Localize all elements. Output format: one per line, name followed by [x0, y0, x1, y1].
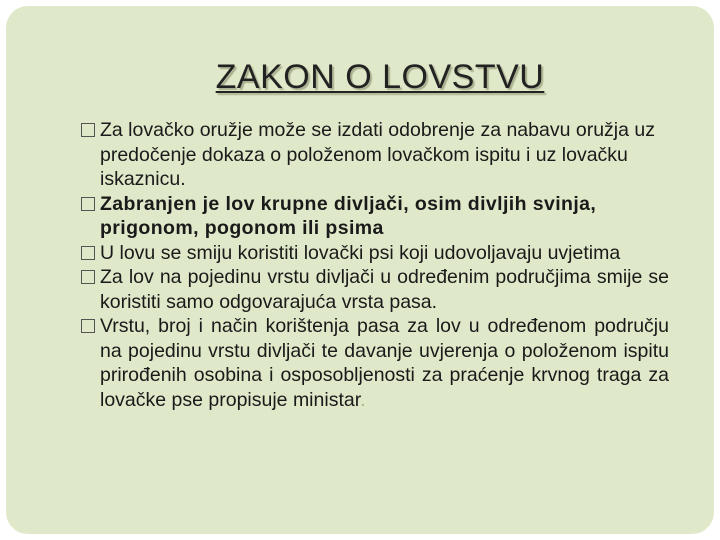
bullet-text: Za lov na pojedinu vrstu divljači u određenim područjima smije se koristiti samo odgovarajuća vrsta pasa. — [100, 266, 669, 313]
bullet-list — [82, 118, 669, 412]
bullet-text: Vrstu, broj i način korištenja pasa za lov u određenom području na pojedinu vrstu divljači te davanje uvjerenja o položenom ispitu prirođenih osobina i osposobljenosti za praćenje krvnog traga za lovačke pse propisuje ministar — [100, 315, 669, 411]
square-bullet-icon — [81, 319, 95, 333]
bullet-item — [82, 314, 669, 412]
bullet-text: Za lovačko oružje može se izdati odobrenje za nabavu oružja uz predočenje dokaza o položenom lovačkom ispitu i uz lovačku iskaznicu. — [100, 119, 655, 190]
bullet-trailing-period: . — [360, 388, 366, 411]
slide-title: ZAKON O LOVSTVU — [215, 58, 545, 96]
bullet-item — [82, 241, 669, 266]
square-bullet-icon — [81, 197, 95, 211]
bullet-text: U lovu se smiju koristiti lovački psi koji udovoljavaju uvjetima — [100, 241, 621, 264]
bullet-text: Zabranjen je lov krupne divljači, osim divljih svinja, prigonom, pogonom ili psima — [100, 192, 597, 239]
square-bullet-icon — [81, 246, 95, 260]
square-bullet-icon — [81, 123, 95, 137]
bullet-item — [82, 265, 669, 314]
bullet-item — [82, 118, 669, 192]
bullet-item — [82, 192, 669, 241]
square-bullet-icon — [81, 270, 95, 284]
